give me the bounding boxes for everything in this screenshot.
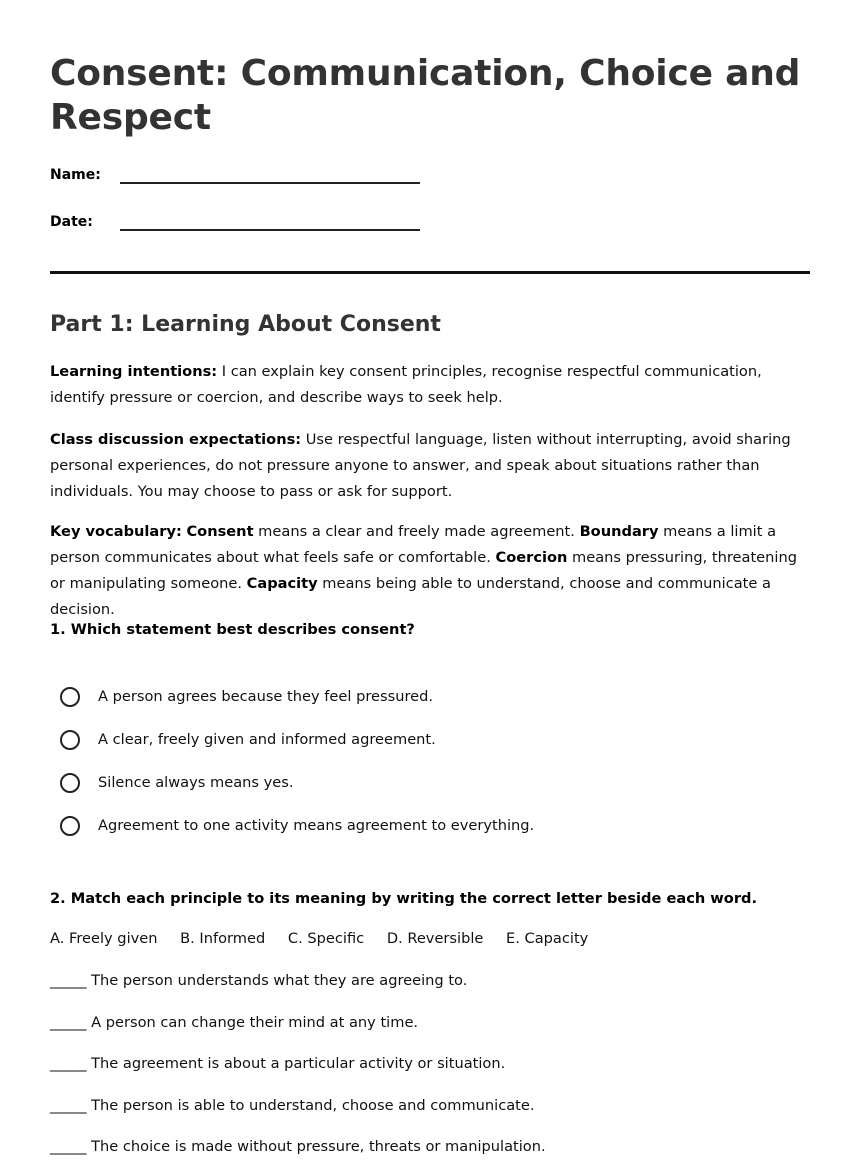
vocab-term-coercion: Coercion bbox=[495, 549, 568, 566]
q1-option-a-label: A person agrees because they feel pressured. bbox=[98, 688, 434, 705]
vocab-def-coercion: means pressuring, threatening or manipulating someone. bbox=[50, 549, 797, 592]
discussion-expectations-text: Use respectful language, listen without interrupting, avoid sharing personal experiences, do not pressure anyone to answer, and speak about situations rather than individuals. You may choose to pass or ask for support. bbox=[50, 431, 791, 500]
q1-option-b[interactable] bbox=[60, 730, 760, 756]
match-statement: The person understands what they are agreeing to. bbox=[86, 972, 468, 989]
date-input-line[interactable] bbox=[120, 229, 420, 231]
name-input-line[interactable] bbox=[120, 182, 420, 184]
match-item bbox=[50, 1054, 810, 1074]
q1-option-d[interactable] bbox=[60, 816, 760, 842]
q1-option-d-label: Agreement to one activity means agreement to everything. bbox=[98, 817, 535, 834]
key-vocabulary bbox=[50, 519, 814, 623]
question-2: 2. Match each principle to its meaning by writing the correct letter beside each word. bbox=[50, 890, 758, 907]
match-blank[interactable]: _____ bbox=[50, 1138, 87, 1155]
match-blank[interactable]: _____ bbox=[50, 1097, 87, 1114]
match-statement: The agreement is about a particular activity or situation. bbox=[86, 1055, 506, 1072]
date-label: Date: bbox=[50, 214, 93, 230]
principle-letters bbox=[50, 929, 606, 949]
page-title: Consent: Communication, Choice and Respect bbox=[50, 53, 801, 138]
q1-option-c[interactable] bbox=[60, 773, 760, 799]
principle-letter-e: E. Capacity bbox=[506, 930, 589, 947]
discussion-expectations-label: Class discussion expectations: bbox=[50, 431, 302, 448]
vocab-term-capacity: Capacity bbox=[246, 575, 318, 592]
match-item bbox=[50, 1013, 810, 1033]
match-statement: The choice is made without pressure, threats or manipulation. bbox=[86, 1138, 546, 1155]
q1-option-c-label: Silence always means yes. bbox=[98, 774, 294, 791]
name-field bbox=[50, 166, 430, 190]
match-statement: A person can change their mind at any time. bbox=[86, 1014, 419, 1031]
vocab-def-boundary: means a limit a person communicates about what feels safe or comfortable. bbox=[50, 523, 777, 566]
q1-option-a[interactable] bbox=[60, 687, 760, 713]
vocab-term-boundary: Boundary bbox=[579, 523, 659, 540]
divider bbox=[50, 271, 810, 274]
match-statement: The person is able to understand, choose and communicate. bbox=[86, 1097, 535, 1114]
part1-heading: Part 1: Learning About Consent bbox=[50, 312, 441, 337]
learning-intentions-text: I can explain key consent principles, recognise respectful communication, identify pressure or coercion, and describe ways to seek help. bbox=[50, 363, 762, 406]
learning-intentions bbox=[50, 359, 814, 411]
vocab-term-consent: Consent bbox=[186, 523, 254, 540]
radio-circle-icon[interactable] bbox=[60, 816, 80, 836]
principle-letter-a: A. Freely given bbox=[50, 930, 158, 947]
learning-intentions-label: Learning intentions: bbox=[50, 363, 218, 380]
q1-option-b-label: A clear, freely given and informed agreement. bbox=[98, 731, 436, 748]
match-blank[interactable]: _____ bbox=[50, 972, 87, 989]
radio-circle-icon[interactable] bbox=[60, 773, 80, 793]
question-1: 1. Which statement best describes consent? bbox=[50, 621, 415, 638]
match-blank[interactable]: _____ bbox=[50, 1055, 87, 1072]
discussion-expectations bbox=[50, 427, 814, 505]
principle-letter-b: B. Informed bbox=[180, 930, 266, 947]
radio-circle-icon[interactable] bbox=[60, 687, 80, 707]
vocab-def-capacity: means being able to understand, choose and communicate a decision. bbox=[50, 575, 771, 618]
match-item bbox=[50, 1096, 810, 1116]
match-item bbox=[50, 1137, 810, 1157]
vocab-def-consent: means a clear and freely made agreement. bbox=[253, 523, 580, 540]
match-blank[interactable]: _____ bbox=[50, 1014, 87, 1031]
date-field bbox=[50, 213, 430, 237]
principle-letter-c: C. Specific bbox=[287, 930, 365, 947]
name-label: Name: bbox=[50, 167, 101, 183]
principle-letter-d: D. Reversible bbox=[386, 930, 484, 947]
radio-circle-icon[interactable] bbox=[60, 730, 80, 750]
key-vocabulary-label: Key vocabulary: bbox=[50, 523, 182, 540]
match-item bbox=[50, 971, 810, 991]
